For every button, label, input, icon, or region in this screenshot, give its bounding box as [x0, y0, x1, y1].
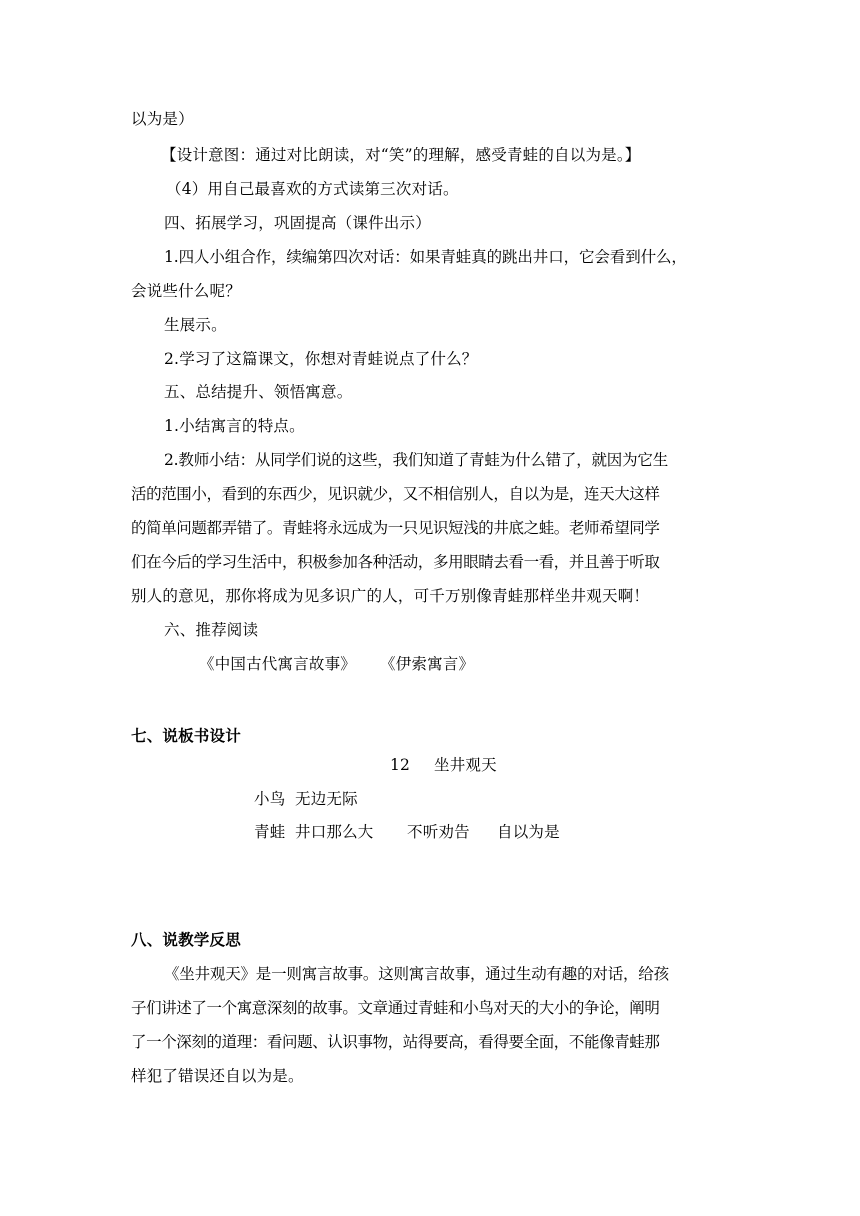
- paragraph-line: 子们讲述了一个寓意深刻的故事。文章通过青蛙和小鸟对天的大小的争论，阐明: [131, 999, 660, 1017]
- section-6-heading: 六、推荐阅读: [164, 621, 259, 639]
- paragraph-line: 活的范围小，看到的东西少，见识就少，又不相信别人，自以为是，连天大这样: [131, 485, 660, 503]
- section-4-heading: 四、拓展学习，巩固提高（课件出示）: [164, 214, 431, 232]
- board-text: 自以为是: [497, 823, 560, 841]
- paragraph-line: 别人的意见，那你将成为见多识广的人，可千万别像青蛙那样坐井观天啊！: [131, 587, 650, 605]
- board-text: 井口那么大: [295, 823, 374, 841]
- paragraph-line: 2.教师小结：从同学们说的这些，我们知道了青蛙为什么错了，就因为它生: [164, 451, 668, 469]
- board-label: 小鸟: [254, 790, 286, 808]
- board-text: 不听劝告: [407, 823, 470, 841]
- paragraph-line: 样犯了错误还自以为是。: [131, 1067, 304, 1085]
- paragraph-line: 《坐井观天》是一则寓言故事。这则寓言故事，通过生动有趣的对话，给孩: [164, 965, 669, 983]
- paragraph-line: 2.学习了这篇课文，你想对青蛙说点了什么？: [164, 350, 478, 368]
- paragraph-line: 会说些什么呢？: [131, 282, 241, 300]
- paragraph-line: 们在今后的学习生活中，积极参加各种活动，多用眼睛去看一看，并且善于听取: [131, 553, 660, 571]
- book-title: 《伊索寓言》: [380, 655, 475, 673]
- paragraph-line: 了一个深刻的道理：看问题、认识事物，站得要高，看得要全面，不能像青蛙那: [131, 1033, 660, 1051]
- design-intent-note: 【设计意图：通过对比朗读，对“笑”的理解，感受青蛙的自以为是。】: [161, 146, 641, 164]
- paragraph-line: 1.四人小组合作，续编第四次对话：如果青蛙真的跳出井口，它会看到什么，: [164, 248, 687, 266]
- section-7-heading: 七、说板书设计: [131, 727, 241, 745]
- board-number: 12: [390, 756, 411, 774]
- paragraph-line: 以为是）: [131, 110, 194, 128]
- paragraph-line: （4）用自己最喜欢的方式读第三次对话。: [166, 180, 459, 198]
- section-8-heading: 八、说教学反思: [131, 931, 241, 949]
- paragraph-line: 1.小结寓言的特点。: [164, 417, 305, 435]
- board-text: 无边无际: [295, 790, 358, 808]
- board-label: 青蛙: [254, 823, 286, 841]
- section-5-heading: 五、总结提升、领悟寓意。: [164, 383, 353, 401]
- book-title: 《中国古代寓言故事》: [199, 655, 357, 673]
- paragraph-line: 生展示。: [164, 316, 227, 334]
- board-title: 坐井观天: [434, 756, 497, 774]
- paragraph-line: 的简单问题都弄错了。青蛙将永远成为一只见识短浅的井底之蛙。老师希望同学: [131, 519, 660, 537]
